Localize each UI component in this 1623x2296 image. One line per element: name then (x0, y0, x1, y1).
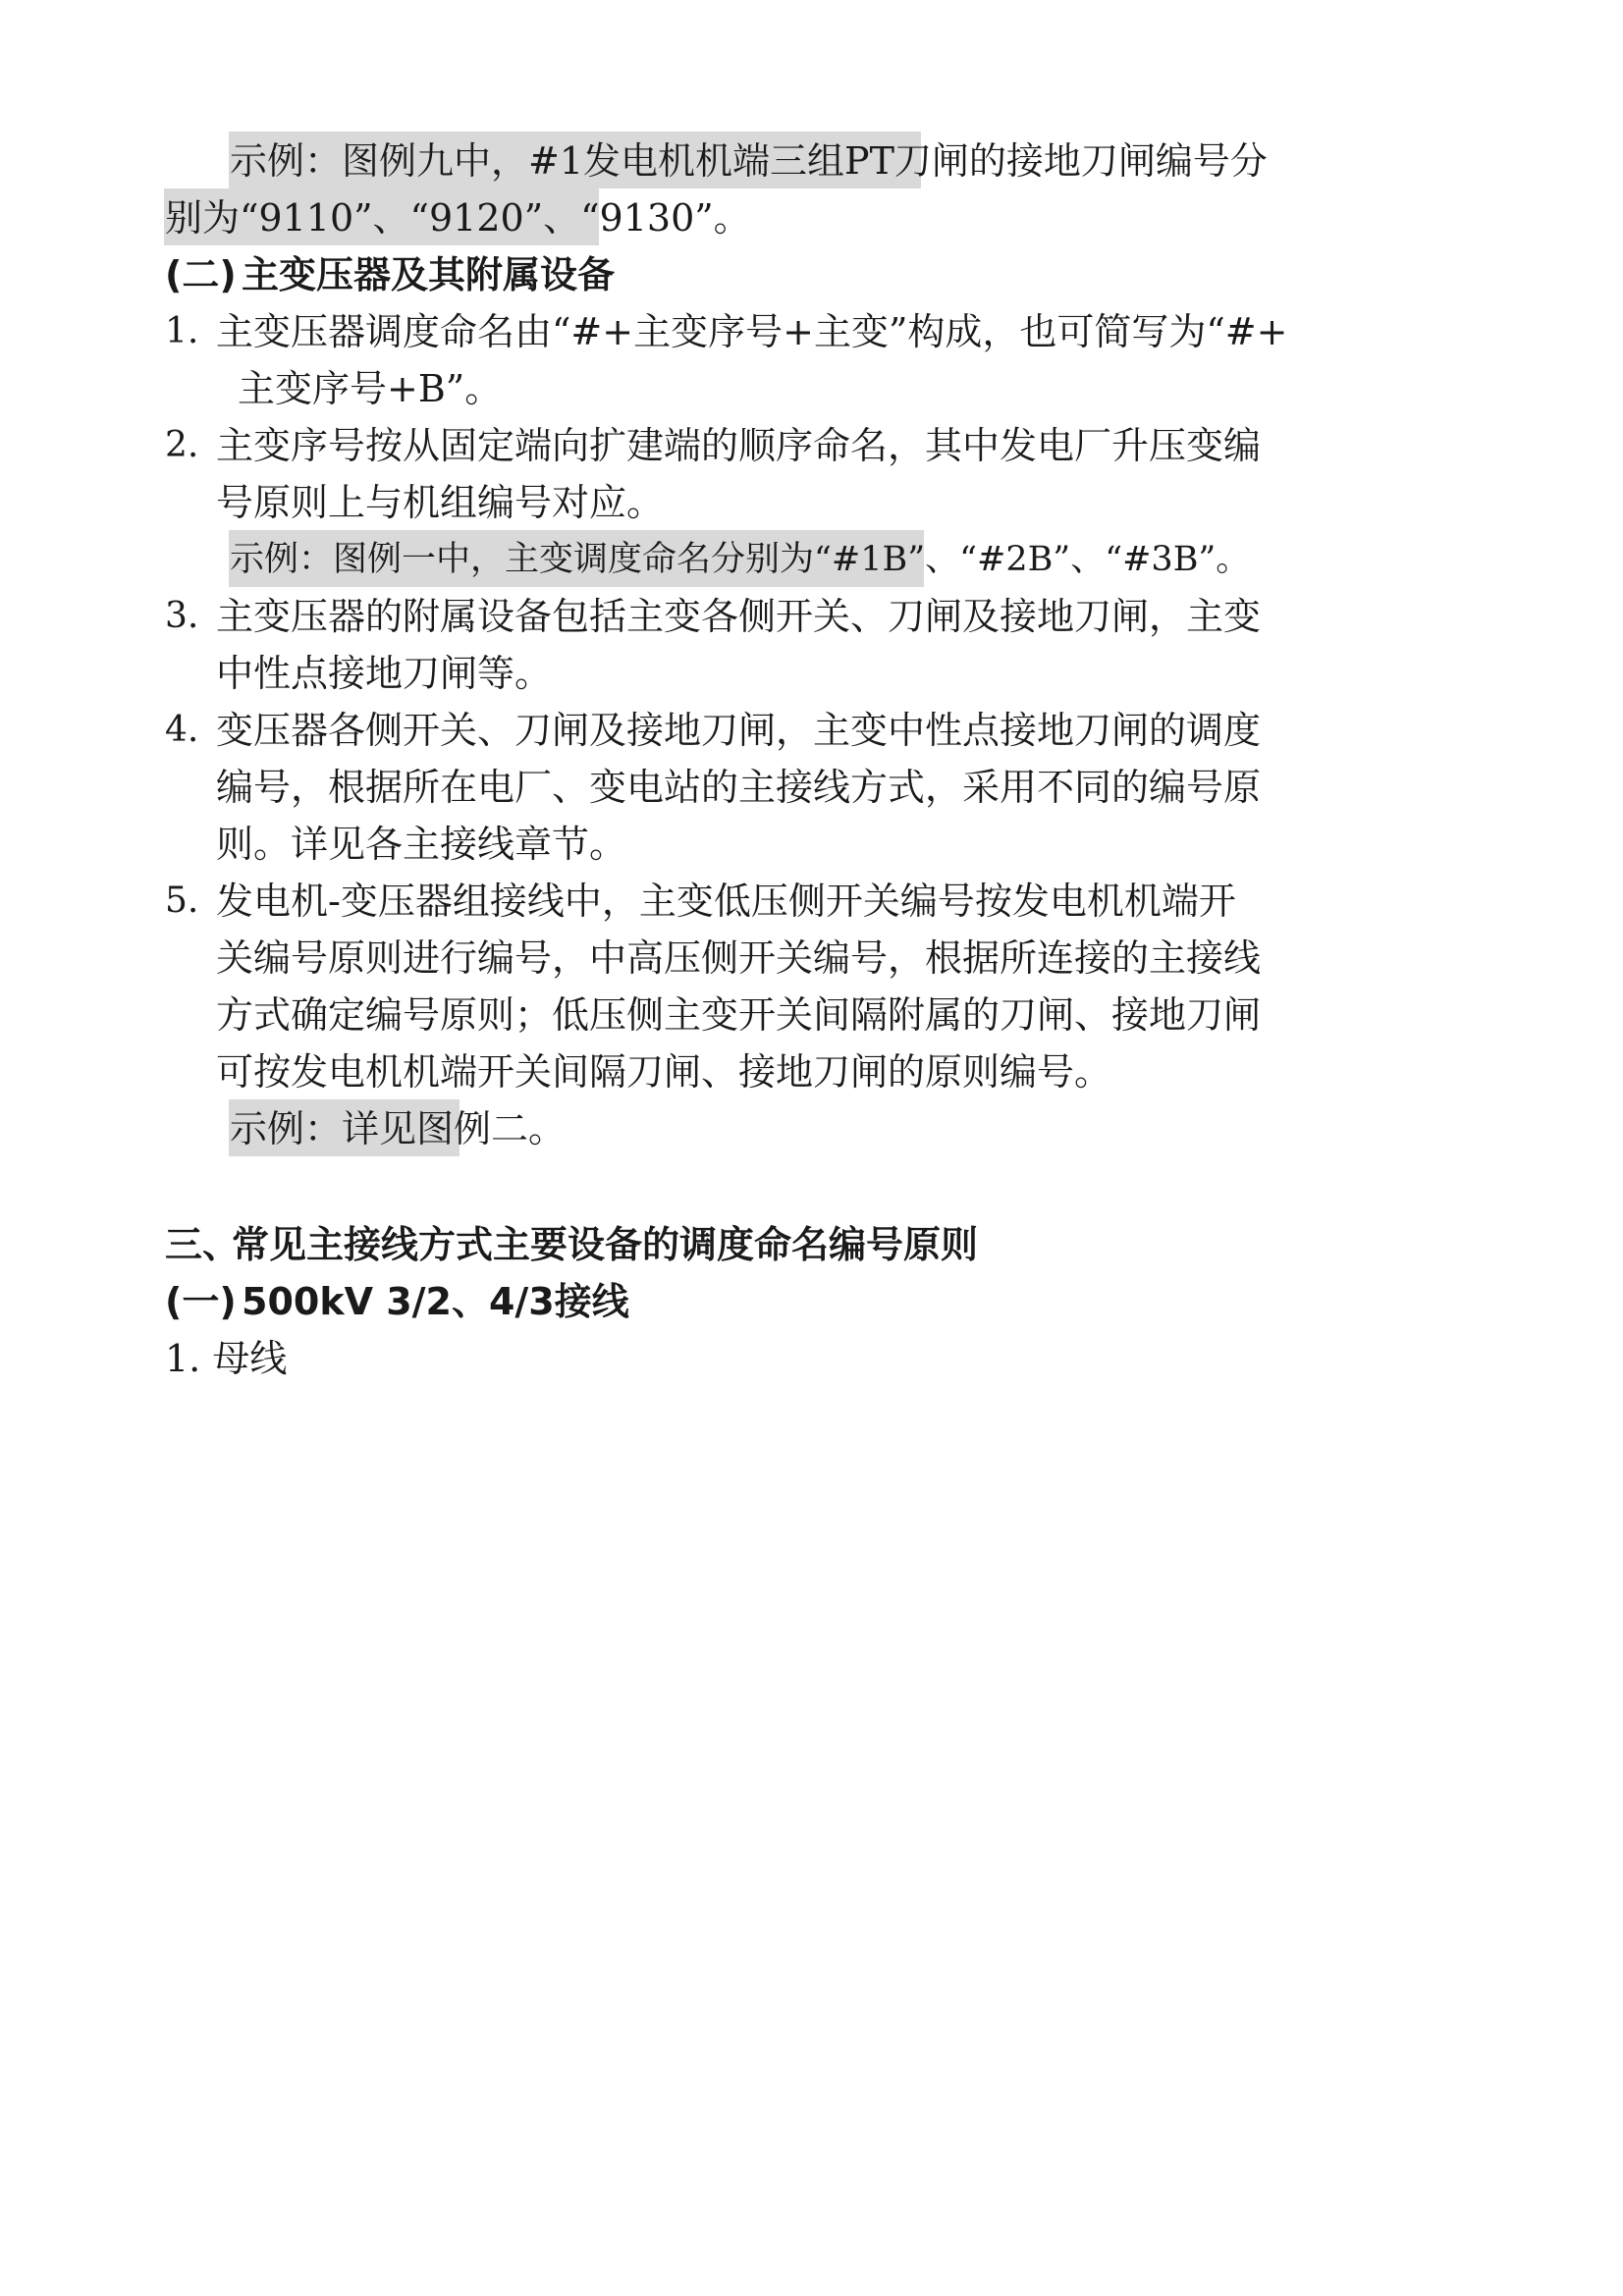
list-item-number: 4. (165, 710, 199, 750)
chapter-number: 三、 (165, 1223, 241, 1266)
list-item-number: 5. (165, 881, 199, 921)
list-item-number: 3. (165, 596, 199, 636)
section-heading: 500kV 3/2、4/3接线 (242, 1280, 629, 1323)
list-item-text: 编号，根据所在电厂、变电站的主接线方式，采用不同的编号原 (216, 766, 1262, 809)
example-text: 示例：图例一中，主变调度命名分别为“#1B”、“#2B”、“#3B”。 (230, 540, 1251, 579)
subsection-heading: 1. 母线 (165, 1337, 288, 1380)
list-item-number: 2. (165, 425, 199, 465)
list-item-text: 发电机-变压器组接线中，主变低压侧开关编号按发电机机端开 (216, 880, 1236, 923)
list-item-text: 关编号原则进行编号，中高压侧开关编号，根据所连接的主接线 (216, 936, 1262, 980)
section-number: (二) (165, 253, 237, 296)
list-item-text: 变压器各侧开关、刀闸及接地刀闸，主变中性点接地刀闸的调度 (216, 709, 1262, 752)
list-item-text: 可按发电机机端开关间隔刀闸、接地刀闸的原则编号。 (216, 1050, 1112, 1094)
list-item-text: 主变序号+B”。 (238, 367, 503, 410)
list-item-text: 主变压器的附属设备包括主变各侧开关、刀闸及接地刀闸，主变 (216, 595, 1262, 638)
example-text: 别为“9110”、“9120”、“9130”。 (165, 196, 751, 240)
example-text: 示例：详见图例二。 (230, 1107, 567, 1150)
section-number: (一) (165, 1280, 237, 1323)
example-text: 示例：图例九中，#1发电机机端三组PT刀闸的接地刀闸编号分 (230, 139, 1268, 183)
chapter-heading: 常见主接线方式主要设备的调度命名编号原则 (232, 1223, 979, 1266)
list-item-text: 中性点接地刀闸等。 (216, 652, 553, 695)
list-item-text: 方式确定编号原则；低压侧主变开关间隔附属的刀闸、接地刀闸 (216, 993, 1262, 1037)
list-item-text: 主变序号按从固定端向扩建端的顺序命名，其中发电厂升压变编 (216, 424, 1262, 467)
list-item-text: 号原则上与机组编号对应。 (216, 481, 665, 524)
list-item-text: 则。详见各主接线章节。 (216, 823, 627, 866)
list-item-number: 1. (165, 311, 199, 351)
list-item-text: 主变压器调度命名由“#+主变序号+主变”构成，也可简写为“#+ (216, 310, 1288, 353)
section-heading: 主变压器及其附属设备 (242, 253, 616, 296)
